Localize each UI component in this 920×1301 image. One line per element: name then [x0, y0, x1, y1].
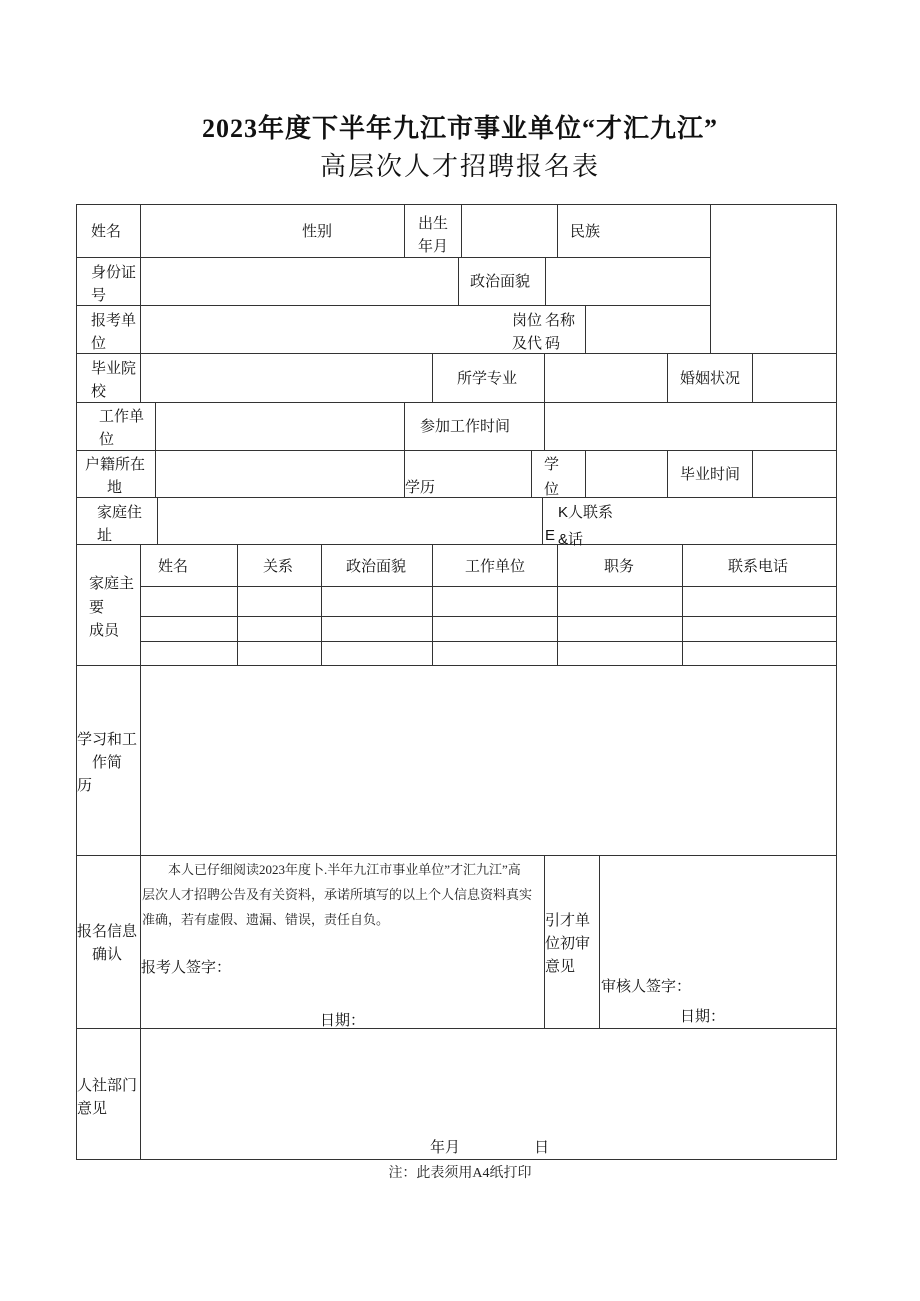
label-review-2: 位初审 — [545, 935, 591, 952]
label-hukou-2: 地 — [107, 479, 123, 496]
label-contact-3: &话 — [558, 531, 584, 548]
family-header-relation: 关系 — [263, 558, 294, 575]
label-id-2: 号 — [91, 287, 107, 304]
label-review-3: 意见 — [545, 958, 576, 975]
label-id-1: 身份证 — [91, 264, 137, 281]
reviewer-date-label: 日期： — [680, 1008, 726, 1025]
applicant-signature-label: 报考人签字： — [141, 959, 232, 976]
label-resume-2: 作简 — [92, 754, 123, 771]
label-address-2: 址 — [97, 527, 113, 544]
label-grad-time: 毕业时间 — [680, 466, 741, 483]
label-confirm-2: 确认 — [92, 946, 123, 963]
label-work-2: 位 — [99, 431, 115, 448]
label-unit-1: 报考单 — [91, 312, 137, 329]
label-education: 学历 — [405, 479, 436, 496]
label-resume-1: 学习和工 — [77, 731, 138, 748]
hr-date-label: 年月 日 — [430, 1139, 550, 1156]
confirm-statement: 本人已仔细阅读2023年度卜.半年九江市事业单位”才汇九江”高层次人才招聘公告及有关资料，承诺所填写的以上个人信息资料真实准确，若有虚假、遗漏、错误，责任自负。 — [142, 862, 533, 927]
label-family-1: 家庭主 — [89, 575, 135, 592]
label-work-start: 参加工作时间 — [420, 418, 511, 435]
label-confirm-1: 报名信息 — [77, 923, 138, 940]
label-degree-1: 学 — [544, 456, 560, 473]
label-family-3: 成员 — [89, 622, 120, 639]
label-post-name-2: 名称 — [545, 312, 576, 329]
family-header-workplace: 工作单位 — [465, 558, 526, 575]
family-header-political: 政治面貌 — [346, 558, 407, 575]
family-header-name: 姓名 — [158, 558, 189, 575]
label-hr-1: 人社部门 — [77, 1077, 138, 1094]
label-degree-2: 位 — [544, 481, 560, 498]
label-birth-2: 年月 — [418, 238, 449, 255]
label-address-1: 家庭住 — [97, 504, 143, 521]
reviewer-signature-label: 审核人签字： — [601, 978, 692, 995]
label-name: 姓名 — [91, 223, 122, 240]
label-major: 所学专业 — [457, 370, 518, 387]
label-family-2: 要 — [89, 599, 105, 616]
label-review-1: 引才单 — [545, 912, 591, 929]
label-unit-2: 位 — [91, 335, 107, 352]
label-hukou-1: 户籍所在 — [85, 456, 146, 473]
label-birth-1: 出生 — [418, 215, 449, 232]
label-ethnicity: 民族 — [570, 223, 601, 240]
applicant-date-label: 日期： — [320, 1012, 366, 1029]
label-contact-2: E — [545, 527, 556, 544]
label-post-code-1: 及代 — [512, 335, 543, 352]
label-hr-2: 意见 — [77, 1100, 108, 1117]
form-title-line1: 2023年度下半年九江市事业单位“才汇九江” — [201, 114, 718, 143]
label-marital: 婚姻状况 — [680, 370, 741, 387]
form-title-line2: 高层次人才招聘报名表 — [319, 152, 600, 181]
label-school-2: 校 — [91, 383, 107, 400]
footer-note: 注：此表须用A4纸打印 — [388, 1166, 532, 1181]
label-political: 政治面貌 — [470, 273, 531, 290]
label-resume-3: 历 — [77, 777, 93, 794]
label-post-name-1: 岗位 — [512, 312, 543, 329]
label-post-code-2: 码 — [545, 335, 561, 352]
label-gender: 性别 — [302, 223, 333, 240]
label-school-1: 毕业院 — [91, 360, 137, 377]
label-work-1: 工作单 — [99, 408, 145, 425]
label-contact-1: K人联系 — [558, 504, 614, 521]
family-header-position: 职务 — [604, 558, 635, 575]
family-header-phone: 联系电话 — [728, 558, 789, 575]
